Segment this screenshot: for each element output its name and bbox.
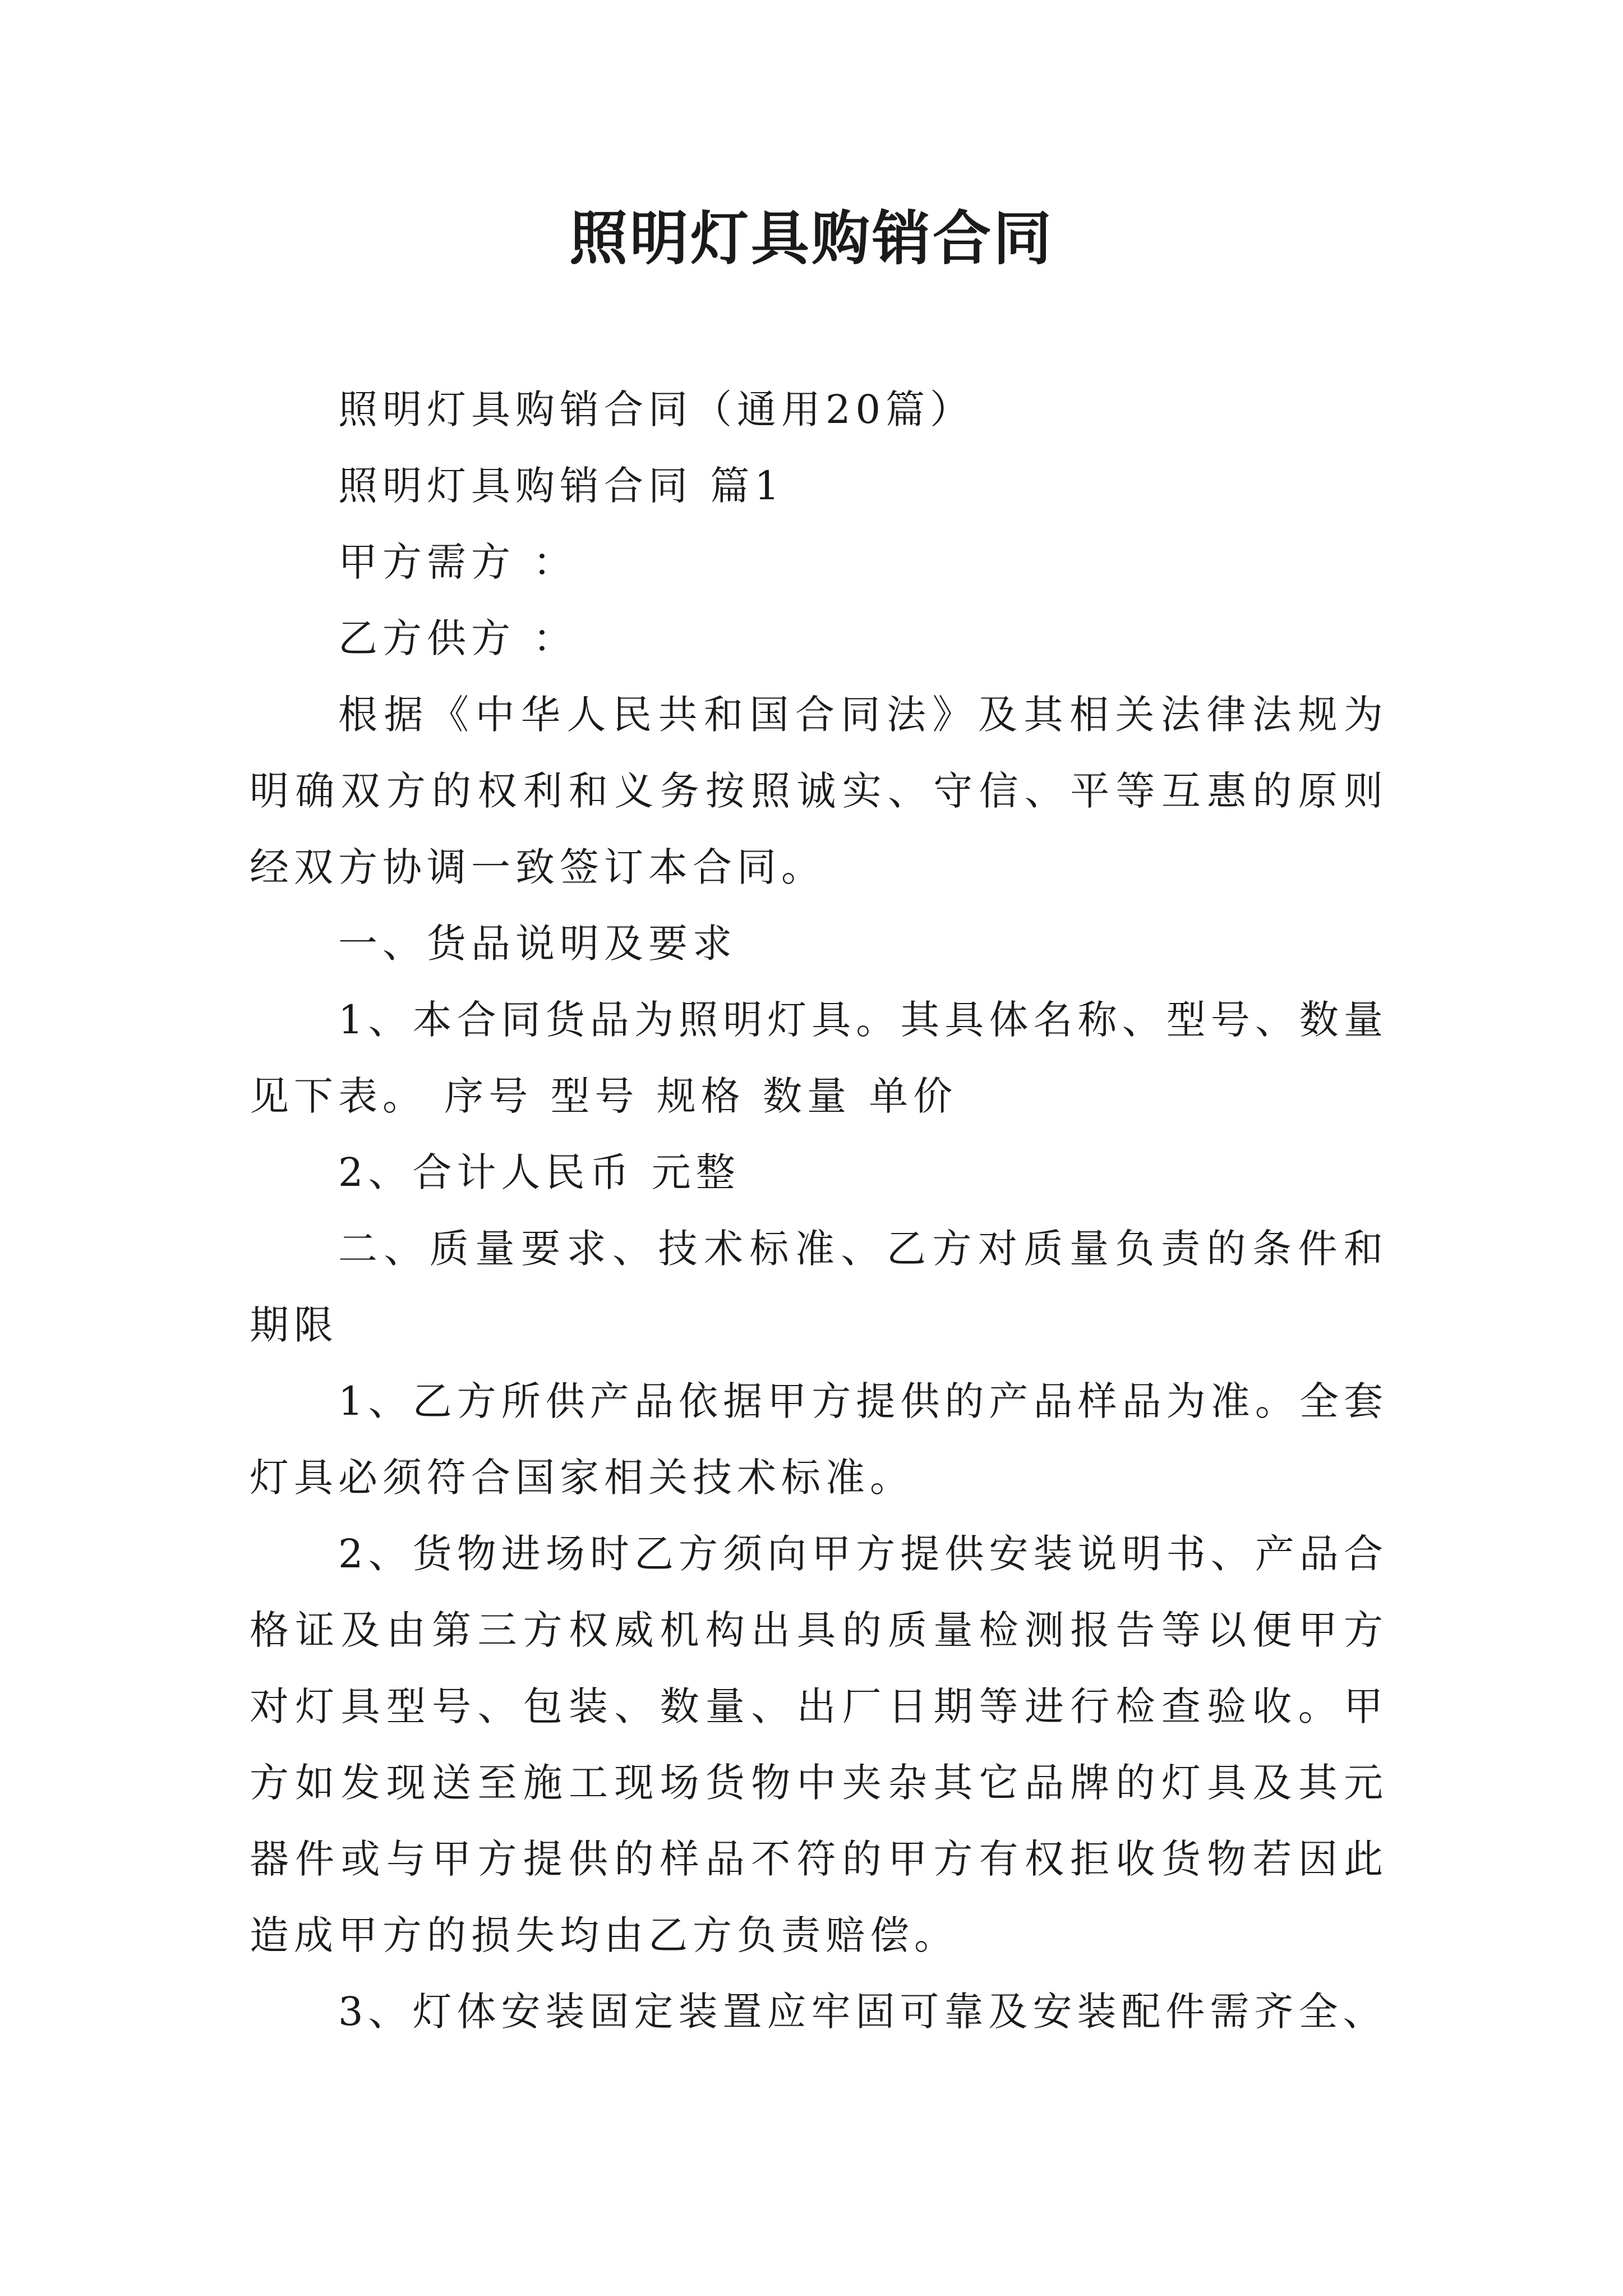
paragraph-heading-collection: 照明灯具购销合同（通用20篇）: [338, 386, 975, 432]
paragraph-heading-part1: 照明灯具购销合同 篇1: [338, 463, 785, 509]
paragraph-party-a: 甲方需方 ：: [338, 539, 578, 585]
paragraph-section-2-item-2: 2、货物进场时乙方须向甲方提供安装说明书、产品合格证及由第三方权威机构出具的质量检测报告等以便甲方对灯具型号、包装、数量、出厂日期等进行检查验收。甲方如发现送至施工现场货物中夹杂其它品牌的灯具及其元器件或与甲方提供的样品不符的甲方有权拒收货物若因此造成甲方的损失均由乙方负责赔偿。: [250, 1531, 1388, 1958]
paragraph-preamble: 根据《中华人民共和国合同法》及其相关法律法规为明确双方的权利和义务按照诚实、守信、平等互惠的原则经双方协调一致签订本合同。: [250, 692, 1388, 890]
paragraph-section-2-item-1: 1、乙方所供产品依据甲方提供的产品样品为准。全套灯具必须符合国家相关技术标准。: [250, 1378, 1388, 1501]
paragraph-section-1-item-2: 2、合计人民币 元整: [338, 1149, 740, 1195]
page-title: 照明灯具购销合同: [569, 204, 1054, 273]
paragraph-section-1: 一、货品说明及要求: [338, 921, 737, 967]
paragraph-section-2-item-3: 3、灯体安装固定装置应牢固可靠及安装配件需齐全、: [338, 1989, 1387, 2035]
document-body: [250, 371, 1388, 2050]
paragraph-section-2: 二、质量要求、技术标准、乙方对质量负责的条件和期限: [250, 1226, 1388, 1348]
paragraph-section-1-item-1: 1、本合同货品为照明灯具。其具体名称、型号、数量见下表。 序号 型号 规格 数量 单价: [250, 997, 1388, 1119]
paragraph-party-b: 乙方供方 ：: [338, 615, 578, 661]
